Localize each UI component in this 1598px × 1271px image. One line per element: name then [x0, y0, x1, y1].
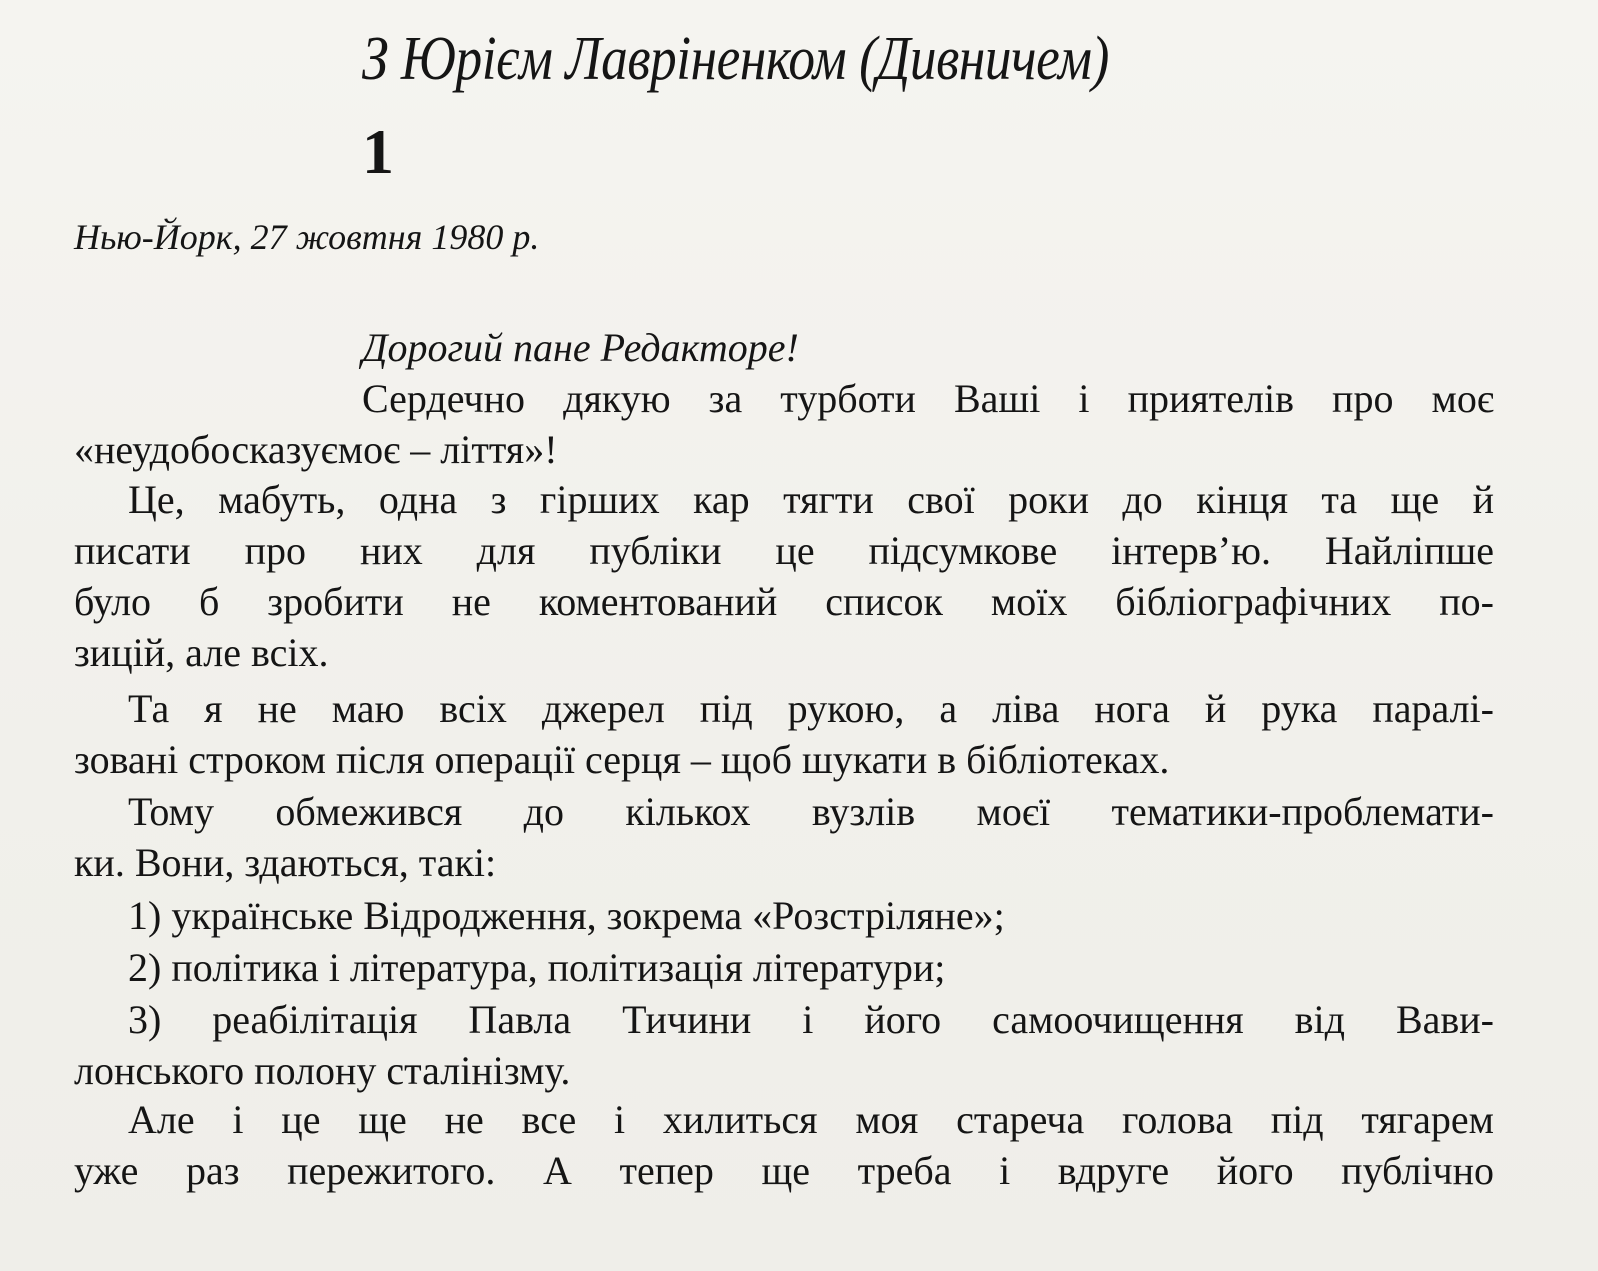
paragraph [74, 474, 1494, 678]
text-line: 2) політика і література, політизація літератури; [128, 945, 946, 990]
text-line: Сердечно дякую за турботи Ваші і приятелів про моє [362, 376, 1494, 421]
text-line: «неудобосказуємоє – ліття»! [74, 427, 558, 472]
list-item [74, 994, 1494, 1096]
paragraph [74, 786, 1494, 888]
text-line: Це, мабуть, одна з гірших кар тягти свої роки до кінця та ще й [128, 477, 1494, 522]
text-line: Але і це ще не все і хилиться моя стареча голова під тягарем [128, 1097, 1494, 1142]
list-item [74, 942, 1494, 993]
text-line: 3) реабілітація Павла Тичини і його самоочищення від Вави- [128, 997, 1494, 1042]
chapter-heading: З Юрієм Лавріненком (Дивничем) [362, 25, 1109, 93]
paragraph [74, 1094, 1494, 1196]
text-line: уже раз пережитого. А тепер ще треба і вдруге його публічно [74, 1148, 1494, 1193]
list-item [74, 890, 1494, 941]
paragraph [74, 373, 1494, 475]
text-line: ки. Вони, здаються, такі: [74, 840, 497, 885]
text-line: лонського полону сталінізму. [74, 1048, 571, 1093]
text-line: 1) українське Відродження, зокрема «Розстріляне»; [128, 893, 1005, 938]
text-line: Тому обмежився до кількох вузлів моєї тематики-проблемати- [128, 789, 1494, 834]
paragraph [74, 683, 1494, 785]
letter-greeting: Дорогий пане Редакторе! [362, 325, 799, 370]
text-line: писати про них для публіки це підсумкове інтерв’ю. Найліпше [74, 528, 1494, 573]
letter-dateline: Нью-Йорк, 27 жовтня 1980 р. [74, 217, 540, 257]
text-line: зовані строком після операції серця – щоб шукати в бібліотеках. [74, 737, 1170, 782]
letter-number: 1 [362, 116, 394, 187]
text-line: було б зробити не коментований список моїх бібліографічних по- [74, 579, 1494, 624]
text-line: зицій, але всіх. [74, 630, 329, 675]
text-line: Та я не маю всіх джерел під рукою, а ліва нога й рука паралі- [128, 686, 1494, 731]
